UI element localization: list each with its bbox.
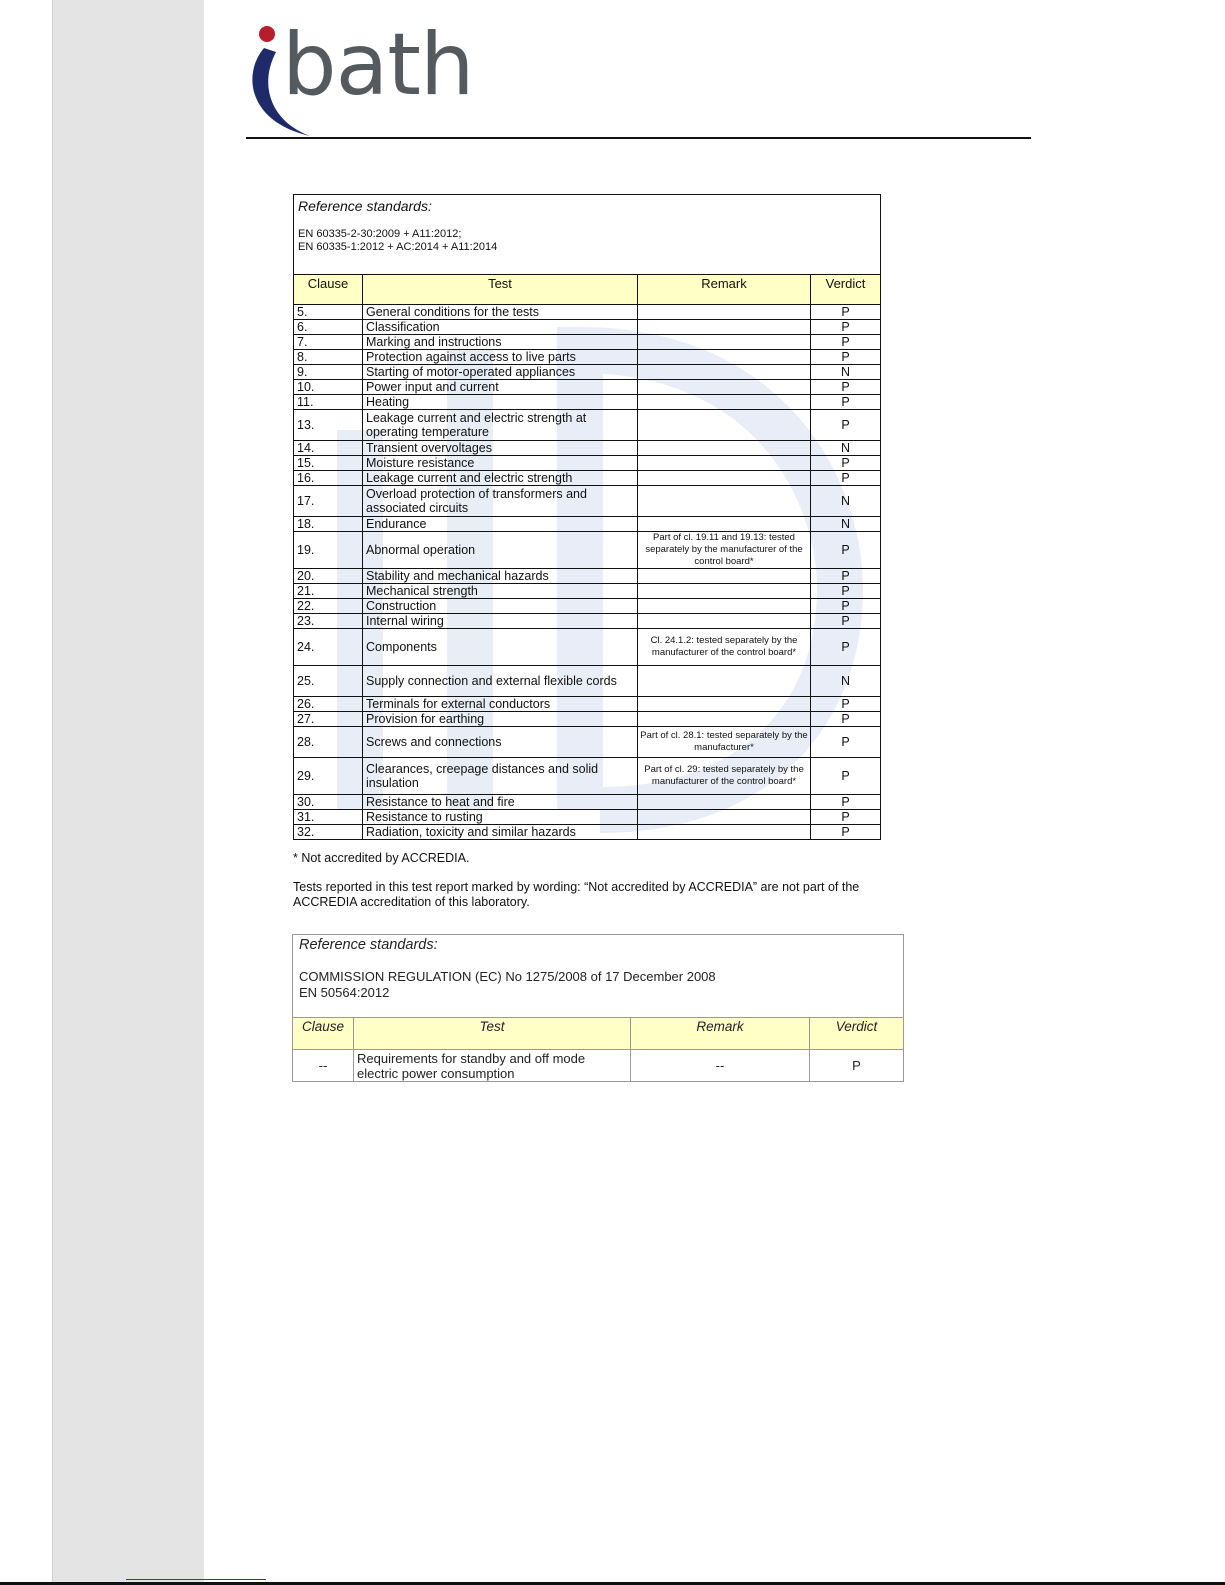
page-edge [52, 0, 53, 1585]
reference-standard-line: COMMISSION REGULATION (EC) No 1275/2008 of 17 December 2008 [299, 969, 716, 984]
header-remark: Remark [631, 1018, 810, 1050]
table-row [294, 380, 881, 395]
table-row [294, 517, 881, 532]
table-row [294, 758, 881, 795]
table-row [294, 727, 881, 758]
remark-cell [638, 380, 811, 395]
verdict-cell: N [811, 365, 881, 380]
test-cell: Resistance to rusting [363, 810, 638, 825]
remark-cell [638, 395, 811, 410]
test-cell: Stability and mechanical hazards [363, 569, 638, 584]
remark-cell [638, 441, 811, 456]
remark-cell: Part of cl. 28.1: tested separately by the manufacturer* [638, 727, 811, 758]
table-header-row [293, 1018, 904, 1050]
clause-cell: 11. [294, 395, 363, 410]
reference-standard-line: EN 60335-1:2012 + AC:2014 + A11:2014 [298, 241, 498, 253]
remark-cell: -- [631, 1050, 810, 1082]
footnote: * Not accredited by ACCREDIA. [293, 851, 470, 865]
verdict-cell: P [811, 825, 881, 840]
header-clause: Clause [293, 1018, 354, 1050]
header-test: Test [354, 1018, 631, 1050]
test-cell: Internal wiring [363, 614, 638, 629]
reference-standard-line: EN 60335-2-30:2009 + A11:2012; [298, 228, 462, 240]
table-row [294, 305, 881, 320]
test-cell: Starting of motor-operated appliances [363, 365, 638, 380]
clause-cell: 9. [294, 365, 363, 380]
table-row [294, 486, 881, 517]
verdict-cell: N [811, 486, 881, 517]
clause-cell: 27. [294, 712, 363, 727]
table-row [294, 569, 881, 584]
table-row [294, 795, 881, 810]
remark-cell [638, 410, 811, 441]
test-cell: Heating [363, 395, 638, 410]
clause-cell: 22. [294, 599, 363, 614]
table-row [294, 825, 881, 840]
clause-cell: 25. [294, 666, 363, 697]
remark-cell [638, 712, 811, 727]
table-row [294, 599, 881, 614]
verdict-cell: P [811, 395, 881, 410]
table-row [294, 614, 881, 629]
remark-cell [638, 795, 811, 810]
header-verdict: Verdict [811, 275, 881, 305]
clause-cell: 19. [294, 532, 363, 569]
table-row [294, 456, 881, 471]
remark-cell [638, 825, 811, 840]
table-row [294, 471, 881, 486]
logo-dot [259, 26, 275, 42]
reference-standards-cell [293, 935, 904, 1018]
clause-cell: 8. [294, 350, 363, 365]
remark-cell [638, 569, 811, 584]
clause-cell: 26. [294, 697, 363, 712]
verdict-cell: P [811, 471, 881, 486]
clause-cell: 16. [294, 471, 363, 486]
table-row [294, 395, 881, 410]
verdict-cell: P [811, 335, 881, 350]
table-row [294, 320, 881, 335]
standards-table-2 [292, 934, 904, 1082]
table-row [294, 697, 881, 712]
test-cell: Requirements for standby and off mode electric power consumption [354, 1050, 631, 1082]
table-row [294, 532, 881, 569]
test-cell: Provision for earthing [363, 712, 638, 727]
clause-cell: 13. [294, 410, 363, 441]
test-cell: Leakage current and electric strength at operating temperature [363, 410, 638, 441]
remark-cell [638, 517, 811, 532]
verdict-cell: P [810, 1050, 904, 1082]
table-row [294, 584, 881, 599]
verdict-cell: P [811, 614, 881, 629]
remark-cell: Cl. 24.1.2: tested separately by the manufacturer of the control board* [638, 629, 811, 666]
header-remark: Remark [638, 275, 811, 305]
verdict-cell: P [811, 712, 881, 727]
table-row [294, 666, 881, 697]
clause-cell: 6. [294, 320, 363, 335]
verdict-cell: N [811, 666, 881, 697]
table-header-row [294, 275, 881, 305]
table-row [294, 350, 881, 365]
test-cell: Components [363, 629, 638, 666]
remark-cell [638, 486, 811, 517]
verdict-cell: P [811, 599, 881, 614]
clause-cell: 21. [294, 584, 363, 599]
table-row [294, 712, 881, 727]
test-cell: Clearances, creepage distances and solid insulation [363, 758, 638, 795]
accreditation-disclaimer: Tests reported in this test report marked by wording: “Not accredited by ACCREDIA” are not part of the ACCREDIA accreditation of this laboratory. [293, 880, 860, 909]
header-rule [246, 137, 1031, 139]
table-row [294, 335, 881, 350]
test-cell: Radiation, toxicity and similar hazards [363, 825, 638, 840]
remark-cell [638, 365, 811, 380]
standards-table-1 [293, 194, 881, 840]
table-row [294, 810, 881, 825]
clause-cell: 20. [294, 569, 363, 584]
test-cell: Marking and instructions [363, 335, 638, 350]
test-cell: Classification [363, 320, 638, 335]
test-cell: Terminals for external conductors [363, 697, 638, 712]
test-cell: Screws and connections [363, 727, 638, 758]
test-cell: Transient overvoltages [363, 441, 638, 456]
verdict-cell: P [811, 305, 881, 320]
remark-cell: Part of cl. 19.11 and 19.13: tested separately by the manufacturer of the control board* [638, 532, 811, 569]
clause-cell: 29. [294, 758, 363, 795]
remark-cell [638, 810, 811, 825]
remark-cell [638, 599, 811, 614]
verdict-cell: P [811, 456, 881, 471]
clause-cell: 23. [294, 614, 363, 629]
remark-cell [638, 305, 811, 320]
clause-cell: 7. [294, 335, 363, 350]
clause-cell: 15. [294, 456, 363, 471]
remark-cell: Part of cl. 29: tested separately by the manufacturer of the control board* [638, 758, 811, 795]
footer-link-underline [126, 1579, 266, 1580]
verdict-cell: P [811, 697, 881, 712]
verdict-cell: P [811, 569, 881, 584]
verdict-cell: P [811, 810, 881, 825]
header-test: Test [363, 275, 638, 305]
test-cell: Supply connection and external flexible cords [363, 666, 638, 697]
verdict-cell: N [811, 441, 881, 456]
remark-cell [638, 666, 811, 697]
remark-cell [638, 584, 811, 599]
clause-cell: 32. [294, 825, 363, 840]
table-row [294, 629, 881, 666]
test-cell: Resistance to heat and fire [363, 795, 638, 810]
clause-cell: -- [293, 1050, 354, 1082]
test-cell: Construction [363, 599, 638, 614]
clause-cell: 17. [294, 486, 363, 517]
verdict-cell: N [811, 517, 881, 532]
clause-cell: 10. [294, 380, 363, 395]
verdict-cell: P [811, 320, 881, 335]
clause-cell: 14. [294, 441, 363, 456]
remark-cell [638, 614, 811, 629]
test-cell: Moisture resistance [363, 456, 638, 471]
reference-standards-title: Reference standards: [298, 198, 432, 214]
header-clause: Clause [294, 275, 363, 305]
verdict-cell: P [811, 727, 881, 758]
test-cell: Power input and current [363, 380, 638, 395]
test-cell: Overload protection of transformers and associated circuits [363, 486, 638, 517]
table-row [294, 410, 881, 441]
clause-cell: 31. [294, 810, 363, 825]
test-cell: Leakage current and electric strength [363, 471, 638, 486]
reference-standards-cell [294, 195, 881, 275]
verdict-cell: P [811, 380, 881, 395]
test-cell: Mechanical strength [363, 584, 638, 599]
logo-wordmark: bath [282, 15, 474, 115]
verdict-cell: P [811, 584, 881, 599]
header-verdict: Verdict [810, 1018, 904, 1050]
verdict-cell: P [811, 410, 881, 441]
reference-standard-line: EN 50564:2012 [299, 985, 390, 1000]
test-cell: Endurance [363, 517, 638, 532]
remark-cell [638, 320, 811, 335]
verdict-cell: P [811, 532, 881, 569]
remark-cell [638, 697, 811, 712]
verdict-cell: P [811, 629, 881, 666]
test-cell: Abnormal operation [363, 532, 638, 569]
verdict-cell: P [811, 795, 881, 810]
clause-cell: 18. [294, 517, 363, 532]
table-row [294, 441, 881, 456]
verdict-cell: P [811, 350, 881, 365]
remark-cell [638, 335, 811, 350]
left-margin-band [53, 0, 204, 1585]
clause-cell: 28. [294, 727, 363, 758]
clause-cell: 30. [294, 795, 363, 810]
test-cell: Protection against access to live parts [363, 350, 638, 365]
reference-standards-title: Reference standards: [299, 937, 438, 953]
clause-cell: 5. [294, 305, 363, 320]
clause-cell: 24. [294, 629, 363, 666]
table-row [293, 1050, 904, 1082]
remark-cell [638, 350, 811, 365]
test-cell: General conditions for the tests [363, 305, 638, 320]
remark-cell [638, 456, 811, 471]
table-row [294, 365, 881, 380]
remark-cell [638, 471, 811, 486]
verdict-cell: P [811, 758, 881, 795]
